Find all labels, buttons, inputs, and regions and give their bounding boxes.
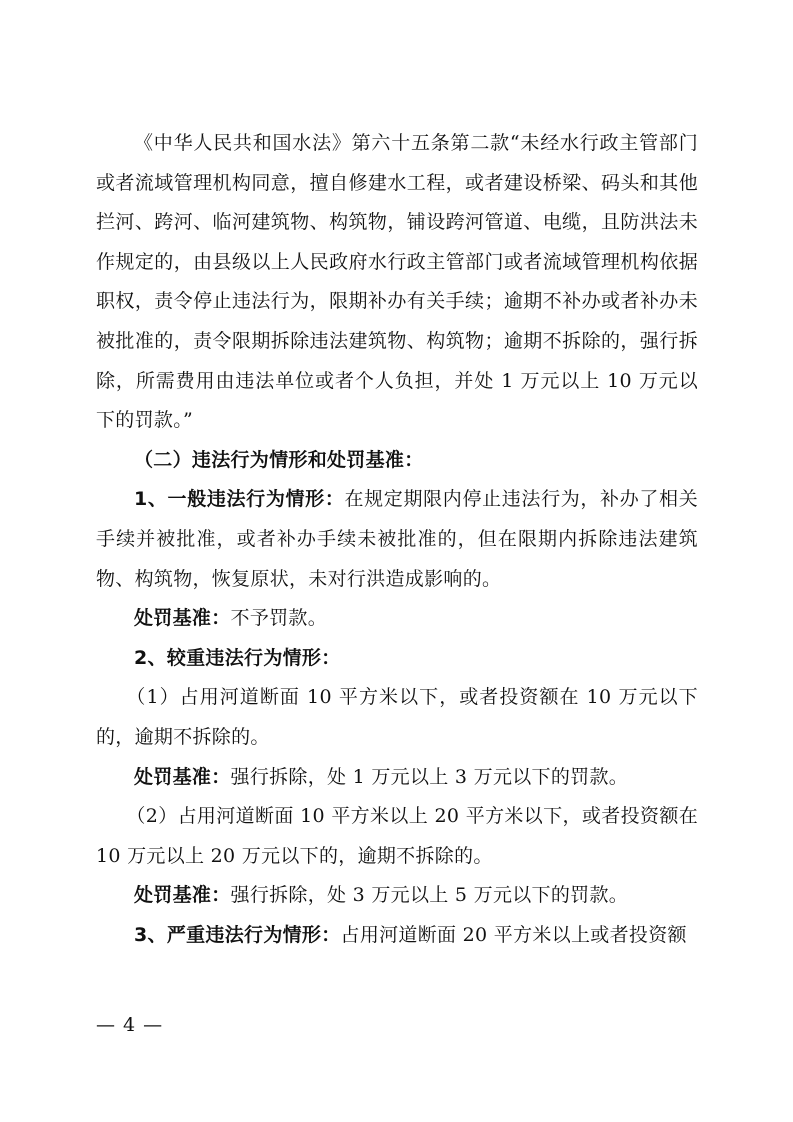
penalty-1-paragraph bbox=[96, 599, 698, 639]
item-1-paragraph bbox=[96, 480, 698, 599]
penalty-2-label: 处罚基准： bbox=[134, 765, 231, 788]
penalty-2-text: 强行拆除，处 1 万元以上 3 万元以下的罚款。 bbox=[230, 765, 629, 788]
item-3-label: 3、严重违法行为情形： bbox=[134, 923, 341, 946]
penalty-3-paragraph bbox=[96, 876, 698, 916]
law-citation-paragraph: 《中华人民共和国水法》第六十五条第二款“未经水行政主管部门或者流域管理机构同意，擅自修建水工程，或者建设桥梁、码头和其他拦河、跨河、临河建筑物、构筑物，铺设跨河管道、电缆，且防洪法未作规定的，由县级以上人民政府水行政主管部门或者流域管理机构依据职权，责令停止违法行为，限期补办有关手续；逾期不补办或者补办未被批准的，责令限期拆除违法建筑物、构筑物；逾期不拆除的，强行拆除，所需费用由违法单位或者个人负担，并处 1 万元以上 10 万元以下的罚款。” bbox=[96, 132, 698, 432]
item-2-label: 2、较重违法行为情形： bbox=[134, 646, 341, 669]
item-1-text: 在规定期限内停止违法行为，补办了相关手续并被批准，或者补办手续未被批准的，但在限期内拆除违法建筑物、构筑物，恢复原状，未对行洪造成影响的。 bbox=[96, 488, 698, 590]
item-2-sub-2-paragraph: （2）占用河道断面 10 平方米以上 20 平方米以下，或者投资额在 10 万元以上 20 万元以下的，逾期不拆除的。 bbox=[96, 805, 698, 867]
item-2-paragraph bbox=[96, 639, 698, 679]
penalty-3-label: 处罚基准： bbox=[134, 884, 231, 907]
penalty-1-text: 不予罚款。 bbox=[230, 607, 328, 630]
penalty-1-label: 处罚基准： bbox=[134, 607, 231, 630]
item-3-text: 占用河道断面 20 平方米以上或者投资额 bbox=[340, 923, 687, 946]
item-3-paragraph bbox=[96, 916, 698, 956]
item-1-label: 1、一般违法行为情形： bbox=[134, 488, 345, 511]
penalty-2-paragraph bbox=[96, 758, 698, 798]
section-heading: （二）违法行为情形和处罚基准： bbox=[134, 448, 424, 471]
penalty-3-text: 强行拆除，处 3 万元以上 5 万元以下的罚款。 bbox=[230, 884, 629, 907]
item-2-sub-1-paragraph: （1）占用河道断面 10 平方米以下，或者投资额在 10 万元以下的，逾期不拆除的。 bbox=[96, 686, 698, 748]
page-number: — 4 — bbox=[96, 1014, 164, 1036]
document-body bbox=[96, 124, 698, 955]
